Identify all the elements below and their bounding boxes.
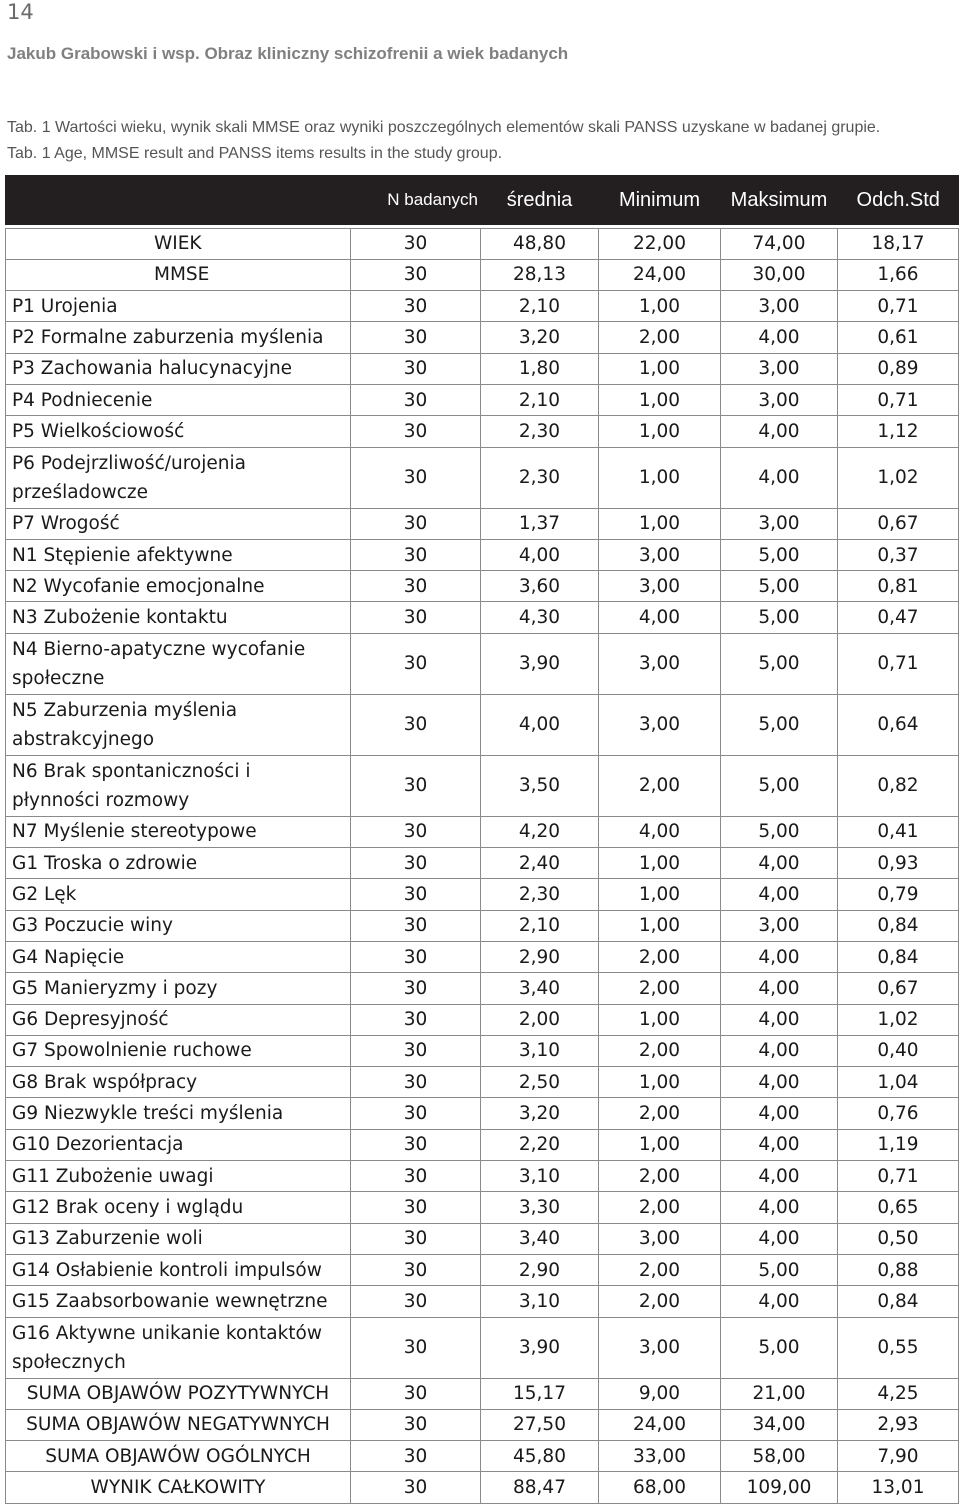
cell-n: 30 <box>351 322 481 353</box>
cell-min: 1,00 <box>599 291 721 322</box>
cell-mean: 3,60 <box>481 571 599 602</box>
cell-max: 4,00 <box>721 1035 838 1066</box>
cell-max: 4,00 <box>721 848 838 879</box>
cell-sd: 7,90 <box>838 1441 959 1472</box>
cell-min: 4,00 <box>599 816 721 847</box>
table-row <box>6 384 959 415</box>
cell-sd: 1,02 <box>838 447 959 508</box>
row-label: G11 Zubożenie uwagi <box>6 1161 351 1192</box>
cell-sd: 0,47 <box>838 602 959 633</box>
cell-sd: 0,71 <box>838 1161 959 1192</box>
table-row <box>6 1472 959 1503</box>
cell-sd: 0,40 <box>838 1035 959 1066</box>
table-row <box>6 1129 959 1160</box>
row-label: G14 Osłabienie kontroli impulsów <box>6 1254 351 1285</box>
cell-n: 30 <box>351 1317 481 1378</box>
cell-mean: 2,10 <box>481 384 599 415</box>
cell-mean: 4,20 <box>481 816 599 847</box>
cell-min: 24,00 <box>599 259 721 290</box>
cell-max: 4,00 <box>721 1129 838 1160</box>
cell-min: 2,00 <box>599 1161 721 1192</box>
cell-mean: 1,37 <box>481 508 599 539</box>
row-label: G9 Niezwykle treści myślenia <box>6 1098 351 1129</box>
cell-min: 3,00 <box>599 1317 721 1378</box>
cell-max: 4,00 <box>721 1067 838 1098</box>
cell-n: 30 <box>351 508 481 539</box>
table-row <box>6 941 959 972</box>
cell-n: 30 <box>351 602 481 633</box>
running-head: Jakub Grabowski i wsp. Obraz kliniczny schizofrenii a wiek badanych <box>7 44 569 63</box>
cell-max: 4,00 <box>721 973 838 1004</box>
cell-min: 1,00 <box>599 879 721 910</box>
cell-n: 30 <box>351 910 481 941</box>
cell-mean: 2,30 <box>481 416 599 447</box>
cell-min: 3,00 <box>599 539 721 570</box>
cell-max: 4,00 <box>721 322 838 353</box>
cell-mean: 3,10 <box>481 1035 599 1066</box>
cell-sd: 0,41 <box>838 816 959 847</box>
cell-n: 30 <box>351 416 481 447</box>
cell-min: 1,00 <box>599 848 721 879</box>
cell-min: 68,00 <box>599 1472 721 1503</box>
header-label-column <box>6 175 351 225</box>
cell-mean: 2,10 <box>481 910 599 941</box>
cell-max: 3,00 <box>721 291 838 322</box>
cell-mean: 3,10 <box>481 1161 599 1192</box>
table-row <box>6 755 959 816</box>
cell-min: 1,00 <box>599 353 721 384</box>
cell-min: 1,00 <box>599 910 721 941</box>
cell-n: 30 <box>351 1254 481 1285</box>
table-row <box>6 539 959 570</box>
cell-n: 30 <box>351 571 481 602</box>
cell-max: 30,00 <box>721 259 838 290</box>
cell-max: 4,00 <box>721 1098 838 1129</box>
table-row <box>6 848 959 879</box>
row-label: SUMA OBJAWÓW NEGATYWNYCH <box>6 1409 351 1440</box>
table-row <box>6 1067 959 1098</box>
table-row <box>6 602 959 633</box>
cell-min: 1,00 <box>599 1129 721 1160</box>
row-label: G5 Manieryzmy i pozy <box>6 973 351 1004</box>
cell-n: 30 <box>351 539 481 570</box>
cell-sd: 0,76 <box>838 1098 959 1129</box>
row-label: G3 Poczucie winy <box>6 910 351 941</box>
table-row <box>6 910 959 941</box>
cell-max: 74,00 <box>721 228 838 259</box>
cell-n: 30 <box>351 1035 481 1066</box>
cell-sd: 0,37 <box>838 539 959 570</box>
cell-max: 5,00 <box>721 602 838 633</box>
cell-min: 3,00 <box>599 1223 721 1254</box>
row-label: P4 Podniecenie <box>6 384 351 415</box>
cell-mean: 28,13 <box>481 259 599 290</box>
row-label: P5 Wielkościowość <box>6 416 351 447</box>
cell-sd: 0,93 <box>838 848 959 879</box>
row-label: G2 Lęk <box>6 879 351 910</box>
table-row <box>6 1409 959 1440</box>
table-row <box>6 416 959 447</box>
table-row <box>6 1378 959 1409</box>
cell-mean: 4,00 <box>481 694 599 755</box>
cell-sd: 4,25 <box>838 1378 959 1409</box>
cell-sd: 1,19 <box>838 1129 959 1160</box>
cell-n: 30 <box>351 447 481 508</box>
table-row <box>6 633 959 694</box>
row-label: P3 Zachowania halucynacyjne <box>6 353 351 384</box>
cell-max: 4,00 <box>721 941 838 972</box>
cell-n: 30 <box>351 816 481 847</box>
cell-sd: 0,84 <box>838 941 959 972</box>
row-label: N7 Myślenie stereotypowe <box>6 816 351 847</box>
cell-sd: 0,84 <box>838 1286 959 1317</box>
cell-max: 3,00 <box>721 353 838 384</box>
cell-min: 4,00 <box>599 602 721 633</box>
cell-min: 24,00 <box>599 1409 721 1440</box>
cell-max: 5,00 <box>721 1254 838 1285</box>
table-row <box>6 879 959 910</box>
row-label: G4 Napięcie <box>6 941 351 972</box>
row-label: G7 Spowolnienie ruchowe <box>6 1035 351 1066</box>
cell-mean: 2,40 <box>481 848 599 879</box>
table-row <box>6 1161 959 1192</box>
cell-mean: 3,40 <box>481 1223 599 1254</box>
cell-n: 30 <box>351 694 481 755</box>
cell-n: 30 <box>351 1161 481 1192</box>
cell-max: 4,00 <box>721 1286 838 1317</box>
cell-max: 4,00 <box>721 879 838 910</box>
cell-max: 5,00 <box>721 633 838 694</box>
cell-max: 5,00 <box>721 539 838 570</box>
row-label: G1 Troska o zdrowie <box>6 848 351 879</box>
cell-mean: 27,50 <box>481 1409 599 1440</box>
cell-min: 9,00 <box>599 1378 721 1409</box>
cell-mean: 2,90 <box>481 1254 599 1285</box>
cell-n: 30 <box>351 633 481 694</box>
cell-min: 2,00 <box>599 1098 721 1129</box>
page-number: 14 <box>7 0 34 24</box>
row-label: WIEK <box>6 228 351 259</box>
cell-sd: 0,79 <box>838 879 959 910</box>
table-row <box>6 1317 959 1378</box>
cell-min: 1,00 <box>599 447 721 508</box>
row-label: G10 Dezorientacja <box>6 1129 351 1160</box>
cell-min: 3,00 <box>599 571 721 602</box>
cell-mean: 88,47 <box>481 1472 599 1503</box>
table-header-row <box>6 175 959 225</box>
cell-n: 30 <box>351 291 481 322</box>
cell-n: 30 <box>351 1286 481 1317</box>
cell-max: 58,00 <box>721 1441 838 1472</box>
cell-sd: 0,67 <box>838 973 959 1004</box>
cell-n: 30 <box>351 755 481 816</box>
cell-min: 22,00 <box>599 228 721 259</box>
row-label: P7 Wrogość <box>6 508 351 539</box>
cell-sd: 0,71 <box>838 384 959 415</box>
cell-mean: 2,50 <box>481 1067 599 1098</box>
cell-n: 30 <box>351 228 481 259</box>
header-mean: średnia <box>481 175 599 225</box>
table-row <box>6 1035 959 1066</box>
cell-sd: 0,84 <box>838 910 959 941</box>
cell-max: 3,00 <box>721 384 838 415</box>
cell-n: 30 <box>351 1441 481 1472</box>
row-label: N5 Zaburzenia myślenia abstrakcyjnego <box>6 694 351 755</box>
cell-n: 30 <box>351 1098 481 1129</box>
cell-sd: 0,71 <box>838 633 959 694</box>
table-caption-pl: Tab. 1 Wartości wieku, wynik skali MMSE oraz wyniki poszczególnych elementów skali PANSS uzyskane w badanej grupie. <box>7 119 881 136</box>
table-row <box>6 1004 959 1035</box>
table-row <box>6 259 959 290</box>
table-row <box>6 322 959 353</box>
cell-mean: 3,30 <box>481 1192 599 1223</box>
row-label: N6 Brak spontaniczności i płynności rozmowy <box>6 755 351 816</box>
row-label: N4 Bierno-apatyczne wycofanie społeczne <box>6 633 351 694</box>
cell-max: 4,00 <box>721 1192 838 1223</box>
cell-n: 30 <box>351 353 481 384</box>
row-label: P2 Formalne zaburzenia myślenia <box>6 322 351 353</box>
cell-mean: 3,40 <box>481 973 599 1004</box>
row-label: SUMA OBJAWÓW OGÓLNYCH <box>6 1441 351 1472</box>
table-row <box>6 571 959 602</box>
cell-sd: 1,04 <box>838 1067 959 1098</box>
table-caption-en: Tab. 1 Age, MMSE result and PANSS items results in the study group. <box>7 145 503 162</box>
cell-min: 1,00 <box>599 1067 721 1098</box>
cell-n: 30 <box>351 1004 481 1035</box>
cell-max: 109,00 <box>721 1472 838 1503</box>
cell-sd: 0,88 <box>838 1254 959 1285</box>
header-min: Minimum <box>599 175 721 225</box>
cell-max: 5,00 <box>721 571 838 602</box>
cell-max: 5,00 <box>721 816 838 847</box>
table-row <box>6 228 959 259</box>
row-label: G8 Brak współpracy <box>6 1067 351 1098</box>
cell-max: 5,00 <box>721 694 838 755</box>
cell-sd: 1,12 <box>838 416 959 447</box>
cell-sd: 0,50 <box>838 1223 959 1254</box>
cell-min: 1,00 <box>599 384 721 415</box>
cell-min: 2,00 <box>599 755 721 816</box>
header-max: Maksimum <box>721 175 838 225</box>
cell-n: 30 <box>351 941 481 972</box>
cell-max: 3,00 <box>721 910 838 941</box>
cell-min: 2,00 <box>599 322 721 353</box>
table-row <box>6 1254 959 1285</box>
row-label: P6 Podejrzliwość/urojenia prześladowcze <box>6 447 351 508</box>
cell-min: 2,00 <box>599 973 721 1004</box>
cell-mean: 2,10 <box>481 291 599 322</box>
cell-mean: 1,80 <box>481 353 599 384</box>
cell-mean: 3,20 <box>481 1098 599 1129</box>
cell-mean: 2,20 <box>481 1129 599 1160</box>
cell-n: 30 <box>351 1067 481 1098</box>
cell-mean: 2,00 <box>481 1004 599 1035</box>
cell-min: 2,00 <box>599 1192 721 1223</box>
cell-mean: 15,17 <box>481 1378 599 1409</box>
cell-min: 3,00 <box>599 633 721 694</box>
cell-min: 33,00 <box>599 1441 721 1472</box>
cell-max: 34,00 <box>721 1409 838 1440</box>
table-row <box>6 1192 959 1223</box>
cell-sd: 18,17 <box>838 228 959 259</box>
cell-mean: 3,50 <box>481 755 599 816</box>
cell-n: 30 <box>351 259 481 290</box>
row-label: P1 Urojenia <box>6 291 351 322</box>
cell-mean: 3,20 <box>481 322 599 353</box>
cell-sd: 0,61 <box>838 322 959 353</box>
table-row <box>6 1223 959 1254</box>
cell-n: 30 <box>351 1378 481 1409</box>
row-label: G13 Zaburzenie woli <box>6 1223 351 1254</box>
cell-n: 30 <box>351 879 481 910</box>
cell-mean: 48,80 <box>481 228 599 259</box>
cell-mean: 3,90 <box>481 1317 599 1378</box>
cell-sd: 0,65 <box>838 1192 959 1223</box>
table-row <box>6 291 959 322</box>
cell-min: 1,00 <box>599 416 721 447</box>
cell-sd: 1,02 <box>838 1004 959 1035</box>
row-label: N3 Zubożenie kontaktu <box>6 602 351 633</box>
cell-sd: 13,01 <box>838 1472 959 1503</box>
cell-mean: 2,90 <box>481 941 599 972</box>
row-label: G12 Brak oceny i wglądu <box>6 1192 351 1223</box>
header-sd: Odch.Std <box>838 175 959 225</box>
cell-sd: 1,66 <box>838 259 959 290</box>
cell-max: 4,00 <box>721 1161 838 1192</box>
row-label: N1 Stępienie afektywne <box>6 539 351 570</box>
cell-n: 30 <box>351 1129 481 1160</box>
table-row <box>6 1441 959 1472</box>
cell-n: 30 <box>351 973 481 1004</box>
cell-n: 30 <box>351 1472 481 1503</box>
cell-min: 1,00 <box>599 1004 721 1035</box>
cell-max: 4,00 <box>721 447 838 508</box>
cell-min: 2,00 <box>599 1286 721 1317</box>
cell-n: 30 <box>351 1223 481 1254</box>
row-label: G16 Aktywne unikanie kontaktów społecznych <box>6 1317 351 1378</box>
cell-max: 4,00 <box>721 416 838 447</box>
row-label: G6 Depresyjność <box>6 1004 351 1035</box>
cell-mean: 3,90 <box>481 633 599 694</box>
table-row <box>6 816 959 847</box>
cell-sd: 0,71 <box>838 291 959 322</box>
cell-max: 21,00 <box>721 1378 838 1409</box>
row-label: WYNIK CAŁKOWITY <box>6 1472 351 1503</box>
cell-mean: 3,10 <box>481 1286 599 1317</box>
cell-max: 3,00 <box>721 508 838 539</box>
cell-max: 5,00 <box>721 755 838 816</box>
table-row <box>6 353 959 384</box>
header-n: N badanych <box>351 175 481 225</box>
row-label: N2 Wycofanie emocjonalne <box>6 571 351 602</box>
cell-mean: 4,30 <box>481 602 599 633</box>
cell-max: 5,00 <box>721 1317 838 1378</box>
cell-sd: 0,82 <box>838 755 959 816</box>
table-row <box>6 694 959 755</box>
cell-mean: 45,80 <box>481 1441 599 1472</box>
table-row <box>6 973 959 1004</box>
cell-min: 1,00 <box>599 508 721 539</box>
cell-max: 4,00 <box>721 1004 838 1035</box>
cell-n: 30 <box>351 848 481 879</box>
table-row <box>6 508 959 539</box>
cell-min: 2,00 <box>599 1254 721 1285</box>
results-table <box>5 175 959 1504</box>
cell-min: 2,00 <box>599 1035 721 1066</box>
table-row <box>6 1286 959 1317</box>
cell-max: 4,00 <box>721 1223 838 1254</box>
cell-min: 3,00 <box>599 694 721 755</box>
row-label: MMSE <box>6 259 351 290</box>
row-label: G15 Zaabsorbowanie wewnętrzne <box>6 1286 351 1317</box>
cell-n: 30 <box>351 1409 481 1440</box>
cell-sd: 0,81 <box>838 571 959 602</box>
cell-sd: 0,64 <box>838 694 959 755</box>
table-row <box>6 1098 959 1129</box>
cell-n: 30 <box>351 384 481 415</box>
cell-min: 2,00 <box>599 941 721 972</box>
cell-mean: 2,30 <box>481 879 599 910</box>
cell-mean: 2,30 <box>481 447 599 508</box>
row-label: SUMA OBJAWÓW POZYTYWNYCH <box>6 1378 351 1409</box>
cell-sd: 0,55 <box>838 1317 959 1378</box>
cell-sd: 0,67 <box>838 508 959 539</box>
cell-sd: 0,89 <box>838 353 959 384</box>
cell-mean: 4,00 <box>481 539 599 570</box>
cell-sd: 2,93 <box>838 1409 959 1440</box>
cell-n: 30 <box>351 1192 481 1223</box>
table-row <box>6 447 959 508</box>
